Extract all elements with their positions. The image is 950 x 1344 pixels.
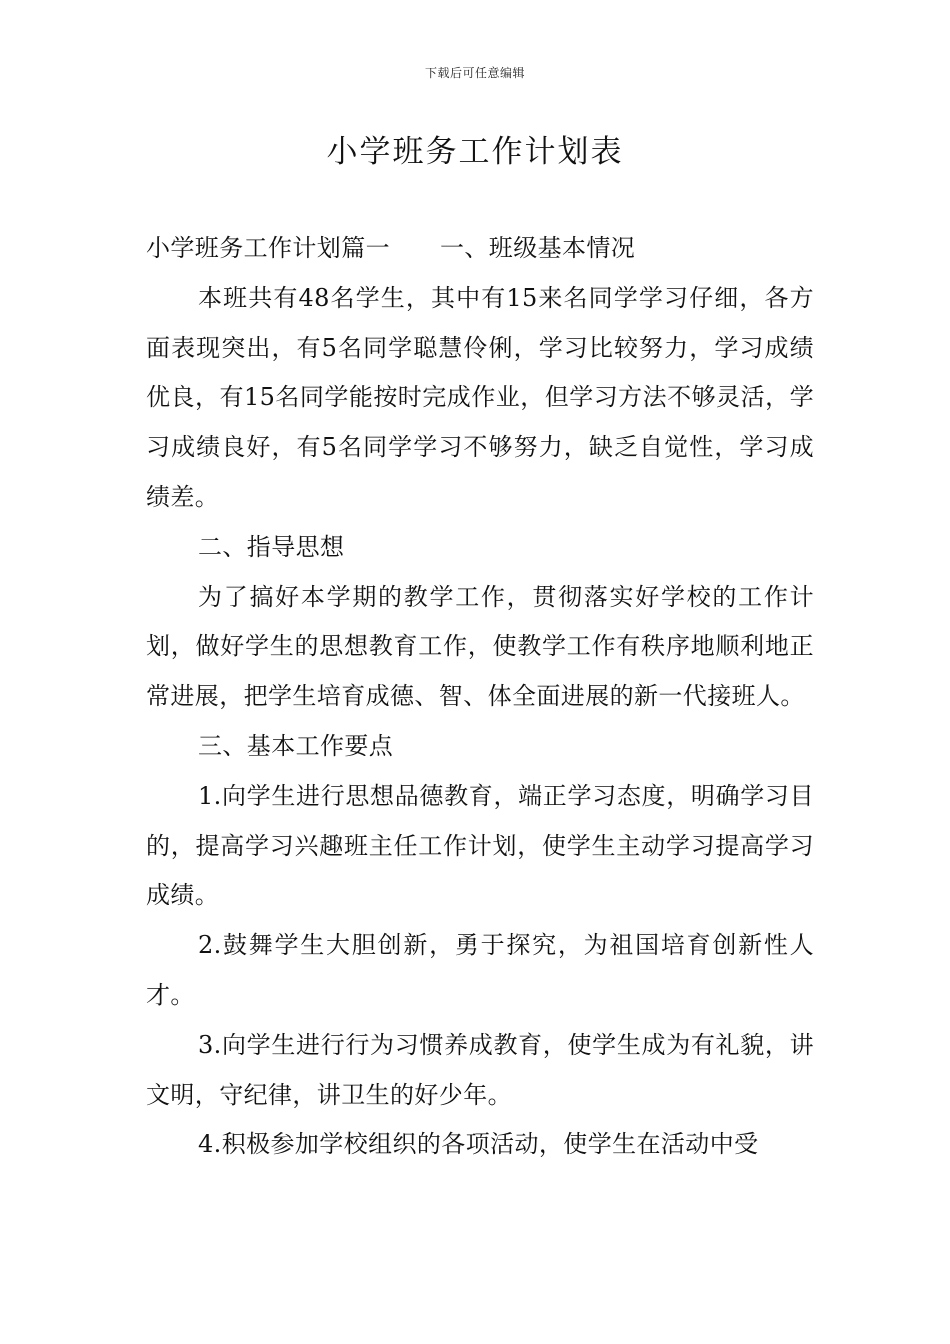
header-note: 下载后可任意编辑 [424,66,525,80]
section2-heading: 二、指导思想 [198,532,345,561]
point-item: 4.积极参加学校组织的各项活动，使学生在活动中受 [198,1130,759,1159]
document-body [146,224,814,1170]
point-item: 2.鼓舞学生大胆创新，勇于探究，为祖国培育创新性人才。 [146,931,814,1009]
section2-paragraph: 为了搞好本学期的教学工作，贯彻落实好学校的工作计划，做好学生的思想教育工作，使教学工作有秩序地顺利地正常进展，把学生培育成德、智、体全面进展的新一代接班人。 [146,582,814,711]
point-item: 3.向学生进行行为习惯养成教育，使学生成为有礼貌，讲文明，守纪律，讲卫生的好少年。 [146,1030,814,1109]
section1-heading: 一、班级基本情况 [440,234,636,262]
document-title: 小学班务工作计划表 [326,134,624,170]
section3-heading: 三、基本工作要点 [198,731,394,760]
subtitle-line [146,224,814,274]
document-subtitle: 小学班务工作计划篇一 [146,234,390,262]
point-item: 1.向学生进行思想品德教育，端正学习态度，明确学习目的，提高学习兴趣班主任工作计划，使学生主动学习提高学习成绩。 [146,781,814,910]
section1-paragraph: 本班共有48名学生，其中有15来名同学学习仔细，各方面表现突出，有5名同学聪慧伶俐，学习比较努力，学习成绩优良，有15名同学能按时完成作业，但学习方法不够灵活，学习成绩良好，有5名同学学习不够努力，缺乏自觉性，学习成绩差。 [146,283,814,511]
